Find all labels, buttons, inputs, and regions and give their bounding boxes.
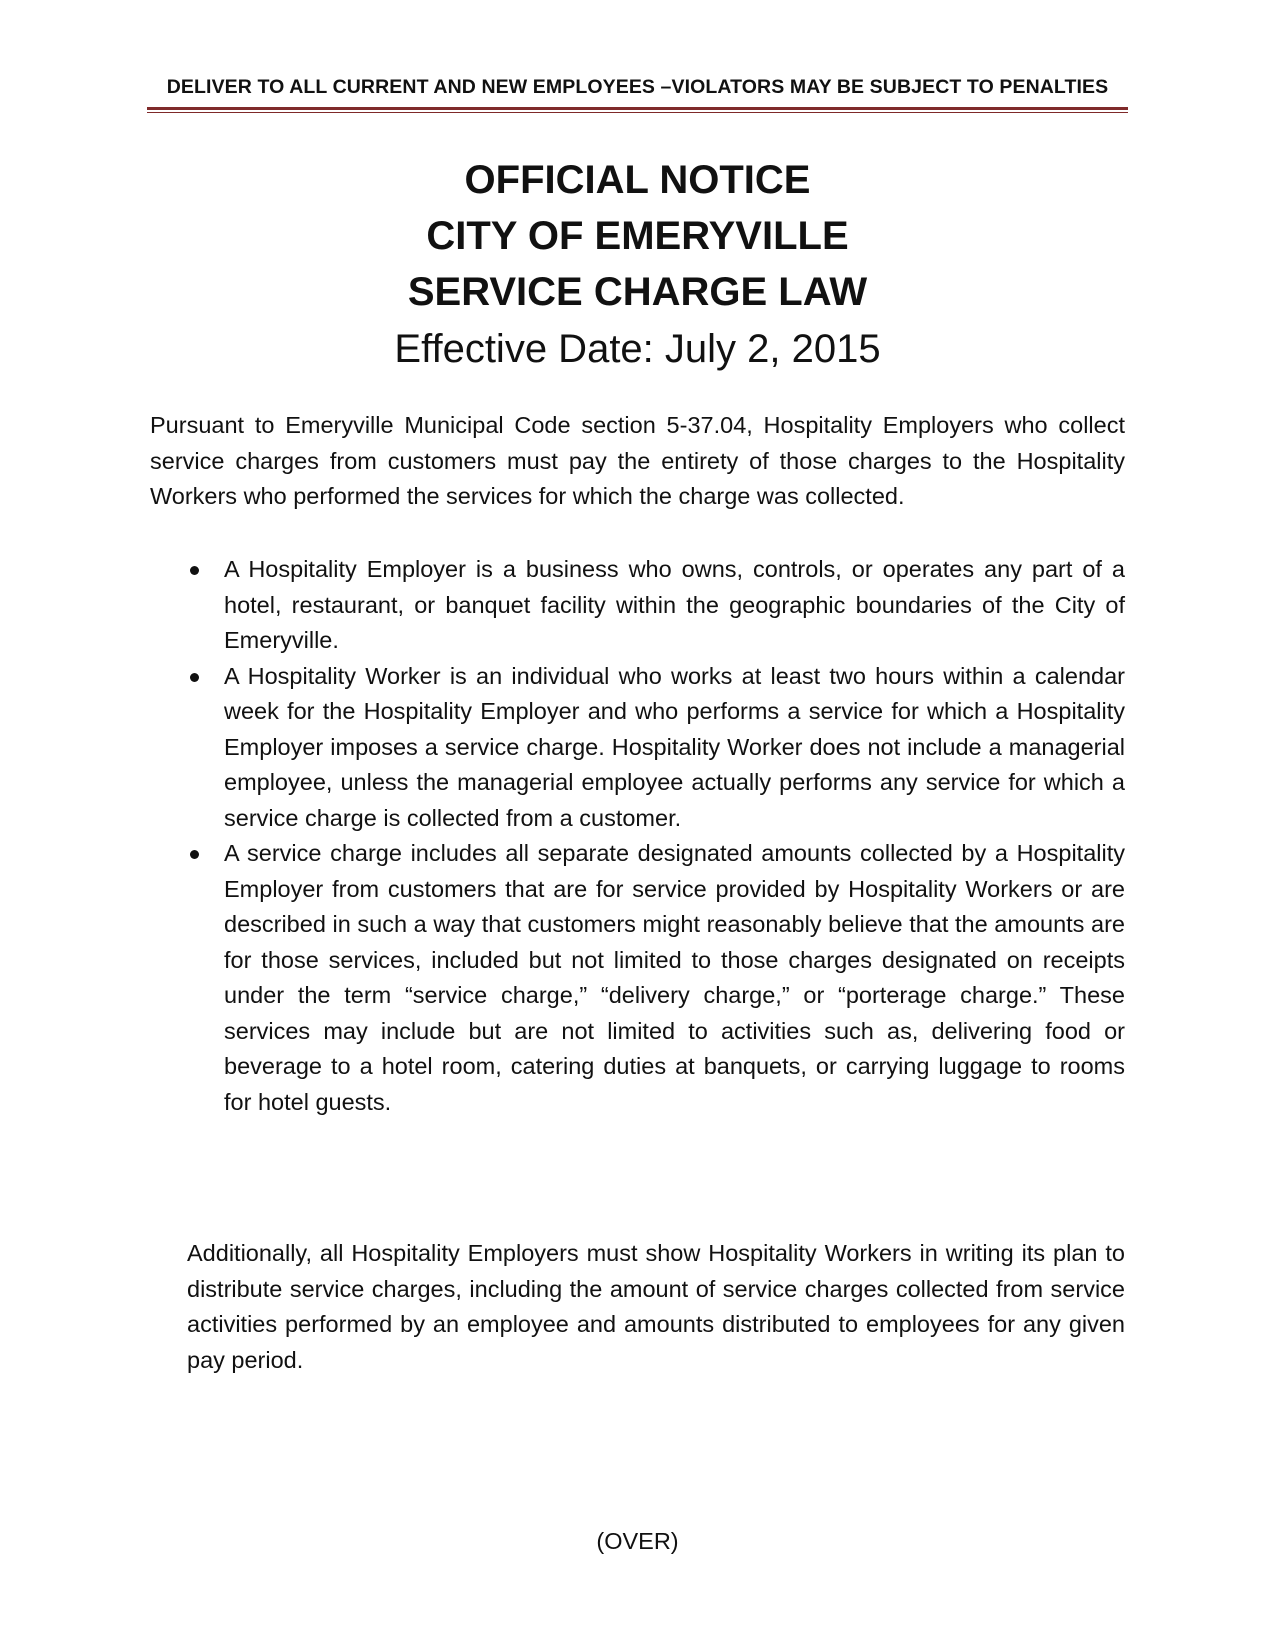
list-item-text: A Hospitality Employer is a business who owns, controls, or operates any part of a hotel, restaurant, or banquet facility within the geographic boundaries of the City of Emeryville. — [224, 556, 1125, 653]
intro-paragraph: Pursuant to Emeryville Municipal Code section 5-37.04, Hospitality Employers who collect service charges from customers must pay the entirety of those charges to the Hospitality Workers who performed the services for which the charge was collected. — [150, 412, 1125, 509]
title-city: CITY OF EMERYVILLE — [426, 214, 849, 258]
list-item-text: A service charge includes all separate designated amounts collected by a Hospitality Employer from customers that are for service provided by Hospitality Workers or are described in such a way that customers might reasonably believe that the amounts are for those services, included but not limited to those charges designated on receipts under the term “service charge,” “delivery charge,” or “porterage charge.” These services may include but are not limited to activities such as, delivering food or beverage to a hotel room, catering duties at banquets, or carrying luggage to rooms for hotel guests. — [224, 840, 1125, 1115]
title-official-notice: OFFICIAL NOTICE — [464, 158, 811, 202]
bullet-icon — [190, 566, 199, 575]
list-item-text: A Hospitality Worker is an individual who works at least two hours within a calendar week for the Hospitality Employer and who performs a service for which a Hospitality Employer imposes a service charge. Hospitality Worker does not include a managerial employee, unless the managerial employee actually performs any service for which a service charge is collected from a customer. — [224, 662, 1125, 831]
bullet-icon — [190, 673, 199, 682]
list-item — [150, 552, 1125, 659]
title-block — [147, 152, 1128, 378]
footer-over-label: (OVER) — [596, 1528, 679, 1554]
definition-list — [150, 552, 1125, 1120]
bullet-icon — [190, 850, 199, 859]
effective-date: Effective Date: July 2, 2015 — [394, 327, 881, 371]
list-item — [150, 659, 1125, 837]
title-law: SERVICE CHARGE LAW — [407, 270, 868, 314]
header-rule-secondary — [147, 112, 1128, 113]
header-rule — [147, 107, 1128, 110]
list-item — [150, 836, 1125, 1120]
additional-paragraph: Additionally, all Hospitality Employers must show Hospitality Workers in writing its plan to distribute service charges, including the amount of service charges collected from service activities performed by an employee and amounts distributed to employees for any given pay period. — [187, 1240, 1125, 1373]
header-banner: DELIVER TO ALL CURRENT AND NEW EMPLOYEES –VIOLATORS MAY BE SUBJECT TO PENALTIES — [166, 76, 1109, 98]
